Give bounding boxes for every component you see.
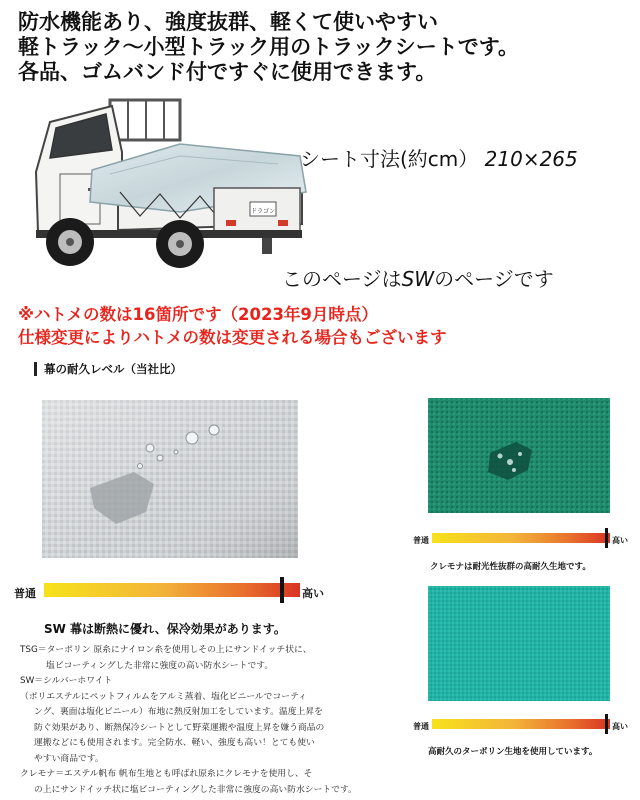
notice-line: ※ハトメの数は16箇所です（2023年9月時点）	[18, 305, 378, 324]
sw-gauge-low: 普通	[14, 587, 36, 600]
sw-description: ング、裏面は塩化ビニール）布地に熱反射加工をしています。温度上昇を	[34, 707, 323, 717]
page-note-suffix: のページです	[434, 267, 554, 291]
sw-description: 運搬などにも使用されます。完全防水、軽い、強度も高い！とても使い	[34, 738, 315, 748]
sheet-size-value: 210×265	[484, 147, 578, 171]
turbolin-gauge-high: 高い	[612, 722, 628, 731]
kuremona-gauge-marker	[605, 528, 608, 548]
headline-line: 軽トラック〜小型トラック用のトラックシートです。	[18, 35, 520, 59]
sw-description: 防ぐ効果があり、断熱保冷シートとして野菜運搬や温度上昇を嫌う商品の	[34, 722, 325, 733]
tsg-description: TSG＝ターポリン 原糸にナイロン糸を使用しその上にサンドイッチ状に、	[20, 645, 312, 655]
sheet-size-label: シート寸法(約cm）	[300, 147, 479, 171]
turbolin-caption: 高耐久のターボリン生地を使用しています。	[428, 747, 598, 757]
sw-fabric-photo	[42, 400, 298, 558]
sw-description: やすい商品です。	[34, 753, 104, 764]
sw-description: SW＝シルバーホワイト	[20, 676, 113, 686]
page-note-prefix: このページは	[282, 267, 402, 291]
turbolin-gauge-bar	[432, 719, 610, 729]
notice-line: 仕様変更によりハトメの数は変更される場合もございます	[18, 328, 447, 347]
kuremona-description: の上にサンドイッチ状に塩ビコーティングした非常に強度の高い防水シートです。	[34, 784, 357, 795]
kuremona-caption: クレモナは耐光性抜群の高耐久生地です。	[430, 562, 591, 572]
headline-line: 各品、ゴムバンド付ですぐに使用できます。	[18, 60, 437, 84]
durability-title: 幕の耐久レベル（当社比）	[34, 362, 182, 376]
headline	[18, 10, 628, 85]
page-note-code: SW	[401, 267, 435, 291]
sw-gauge-bar	[44, 583, 300, 597]
license-plate: ドラゴン	[250, 208, 276, 215]
material-descriptions	[20, 643, 360, 798]
tsg-description: 塩ビコーティングした非常に強度の高い防水シートです。	[46, 660, 274, 671]
turbolin-fabric-photo	[428, 586, 610, 701]
sw-caption: SW 幕は断熱に優れ、保冷効果があります。	[44, 622, 286, 636]
kuremona-gauge-high: 高い	[612, 536, 628, 545]
eyelet-notice	[18, 303, 628, 349]
sheet-size	[300, 143, 578, 172]
truck-illustration	[30, 92, 320, 282]
kuremona-fabric-photo	[428, 398, 610, 513]
turbolin-gauge-marker	[605, 714, 608, 734]
sw-gauge-marker	[280, 577, 284, 603]
sw-gauge-high: 高い	[302, 587, 324, 600]
kuremona-gauge-low: 普通	[413, 536, 429, 545]
headline-line: 防水機能あり、強度抜群、軽くて使いやすい	[18, 10, 438, 34]
sw-description: （ポリエステルにペットフィルムをアルミ蒸着、塩化ビニールでコーティ	[20, 691, 307, 702]
turbolin-gauge-low: 普通	[413, 722, 429, 731]
page-note	[282, 263, 554, 292]
kuremona-gauge-bar	[432, 533, 610, 543]
kuremona-description: クレモナ＝エステル帆布 帆布生地とも呼ばれ原糸にクレモナを使用し、そ	[20, 769, 313, 779]
